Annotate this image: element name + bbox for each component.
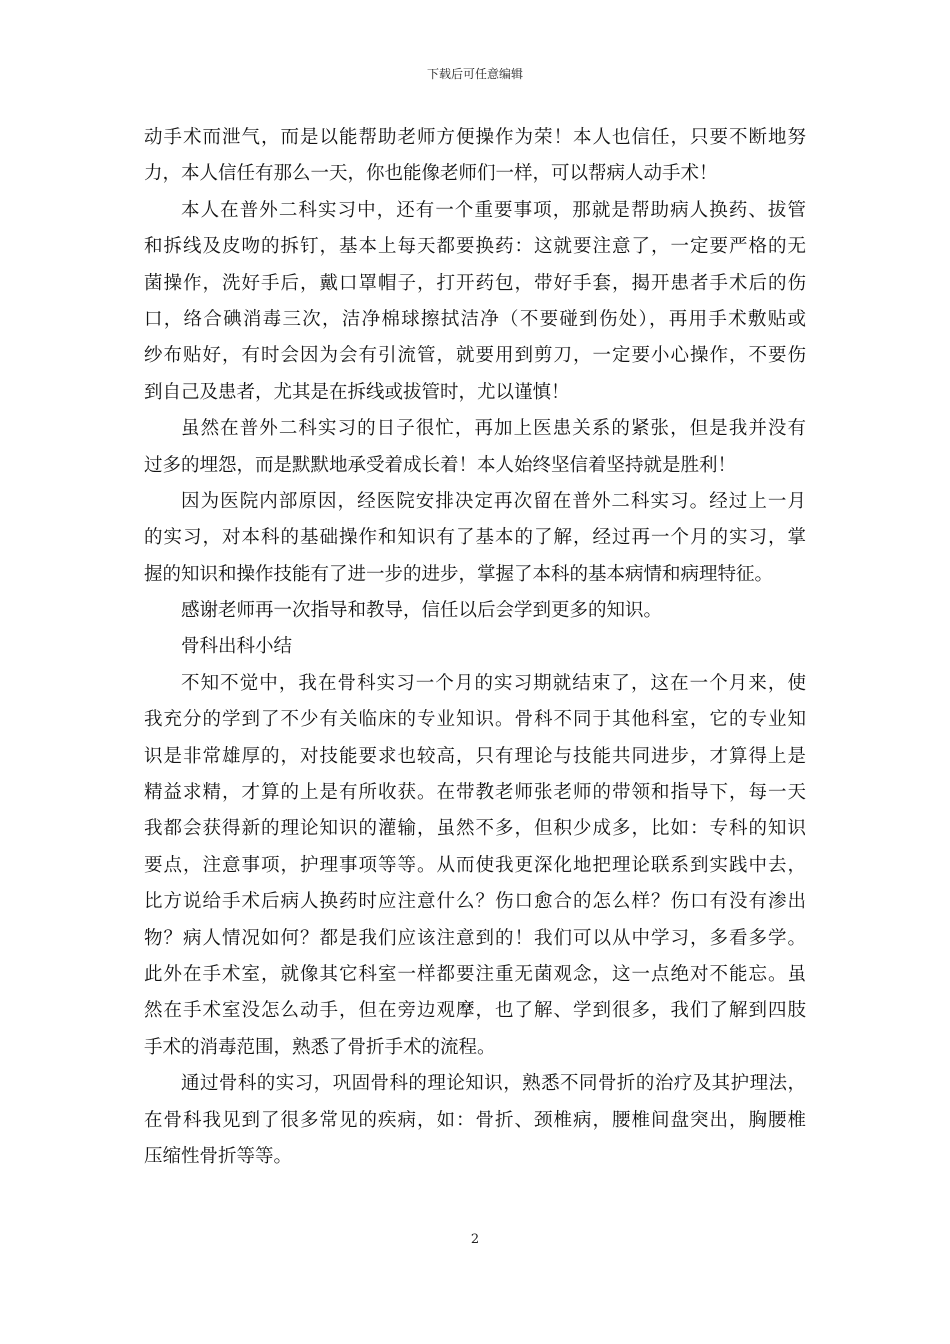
text-line: 力，本人信任有那么一天，你也能像老师们一样，可以帮病人动手术！ (144, 163, 718, 185)
page-number: 2 (470, 1232, 480, 1247)
text-line: 此外在手术室，就像其它科室一样都要注重无菌观念，这一点绝对不能忘。虽 (144, 963, 806, 985)
text-line: 握的知识和操作技能有了进一步的进步，掌握了本科的基本病情和病理特征。 (144, 563, 774, 585)
text-line: 识是非常雄厚的，对技能要求也较高，只有理论与技能共同进步，才算得上是 (144, 745, 806, 767)
text-line: 因为医院内部原因，经医院安排决定再次留在普外二科实习。经过上一月 (181, 490, 806, 512)
text-line: 口，络合碘消毒三次，洁净棉球擦拭洁净（不要碰到伤处），再用手术敷贴或 (144, 308, 806, 330)
text-line: 在骨科我见到了很多常见的疾病，如：骨折、颈椎病，腰椎间盘突出，胸腰椎 (144, 1109, 806, 1131)
document-body (144, 120, 806, 1175)
text-line: 菌操作，洗好手后，戴口罩帽子，打开药包，带好手套，揭开患者手术后的伤 (144, 272, 806, 294)
text-line: 然在手术室没怎么动手，但在旁边观摩，也了解、学到很多，我们了解到四肢 (144, 1000, 806, 1022)
text-line: 压缩性骨折等等。 (144, 1145, 293, 1167)
text-line: 不知不觉中，我在骨科实习一个月的实习期就结束了，这在一个月来，使 (181, 672, 806, 694)
text-line: 我充分的学到了不少有关临床的专业知识。骨科不同于其他科室，它的专业知 (144, 709, 806, 731)
text-line: 动手术而泄气，而是以能帮助老师方便操作为荣！本人也信任，只要不断地努 (144, 127, 806, 148)
text-line: 到自己及患者，尤其是在拆线或拔管时，尤以谨慎！ (144, 381, 570, 403)
text-line: 通过骨科的实习，巩固骨科的理论知识，熟悉不同骨折的治疗及其护理法， (181, 1073, 806, 1095)
text-line: 本人在普外二科实习中，还有一个重要事项，那就是帮助病人换药、拔管 (181, 199, 806, 221)
text-line: 手术的消毒范围，熟悉了骨折手术的流程。 (144, 1036, 496, 1058)
text-line: 比方说给手术后病人换药时应注意什么？伤口愈合的怎么样？伤口有没有渗出 (144, 891, 806, 913)
text-line: 我都会获得新的理论知识的灌输，虽然不多，但积少成多，比如：专科的知识 (144, 818, 806, 840)
text-line: 的实习，对本科的基础操作和知识有了基本的了解，经过再一个月的实习，掌 (144, 527, 806, 549)
text-line: 骨科出科小结 (181, 636, 293, 658)
text-line: 要点，注意事项，护理事项等等。从而使我更深化地把理论联系到实践中去， (144, 854, 806, 876)
text-line: 精益求精，才算的上是有所收获。在带教老师张老师的带领和指导下，每一天 (144, 782, 806, 804)
text-line: 虽然在普外二科实习的日子很忙，再加上医患关系的紧张，但是我并没有 (181, 418, 806, 440)
page-header: 下载后可任意编辑 (426, 67, 523, 81)
text-line: 物？病人情况如何？都是我们应该注意到的！我们可以从中学习，多看多学。 (144, 927, 806, 949)
text-line: 和拆线及皮吻的拆钉，基本上每天都要换药：这就要注意了，一定要严格的无 (144, 236, 806, 258)
text-line: 过多的埋怨，而是默默地承受着成长着！本人始终坚信着坚持就是胜利！ (144, 454, 737, 476)
text-line: 感谢老师再一次指导和教导，信任以后会学到更多的知识。 (181, 600, 663, 622)
text-line: 纱布贴好，有时会因为会有引流管，就要用到剪刀，一定要小心操作，不要伤 (144, 345, 806, 367)
